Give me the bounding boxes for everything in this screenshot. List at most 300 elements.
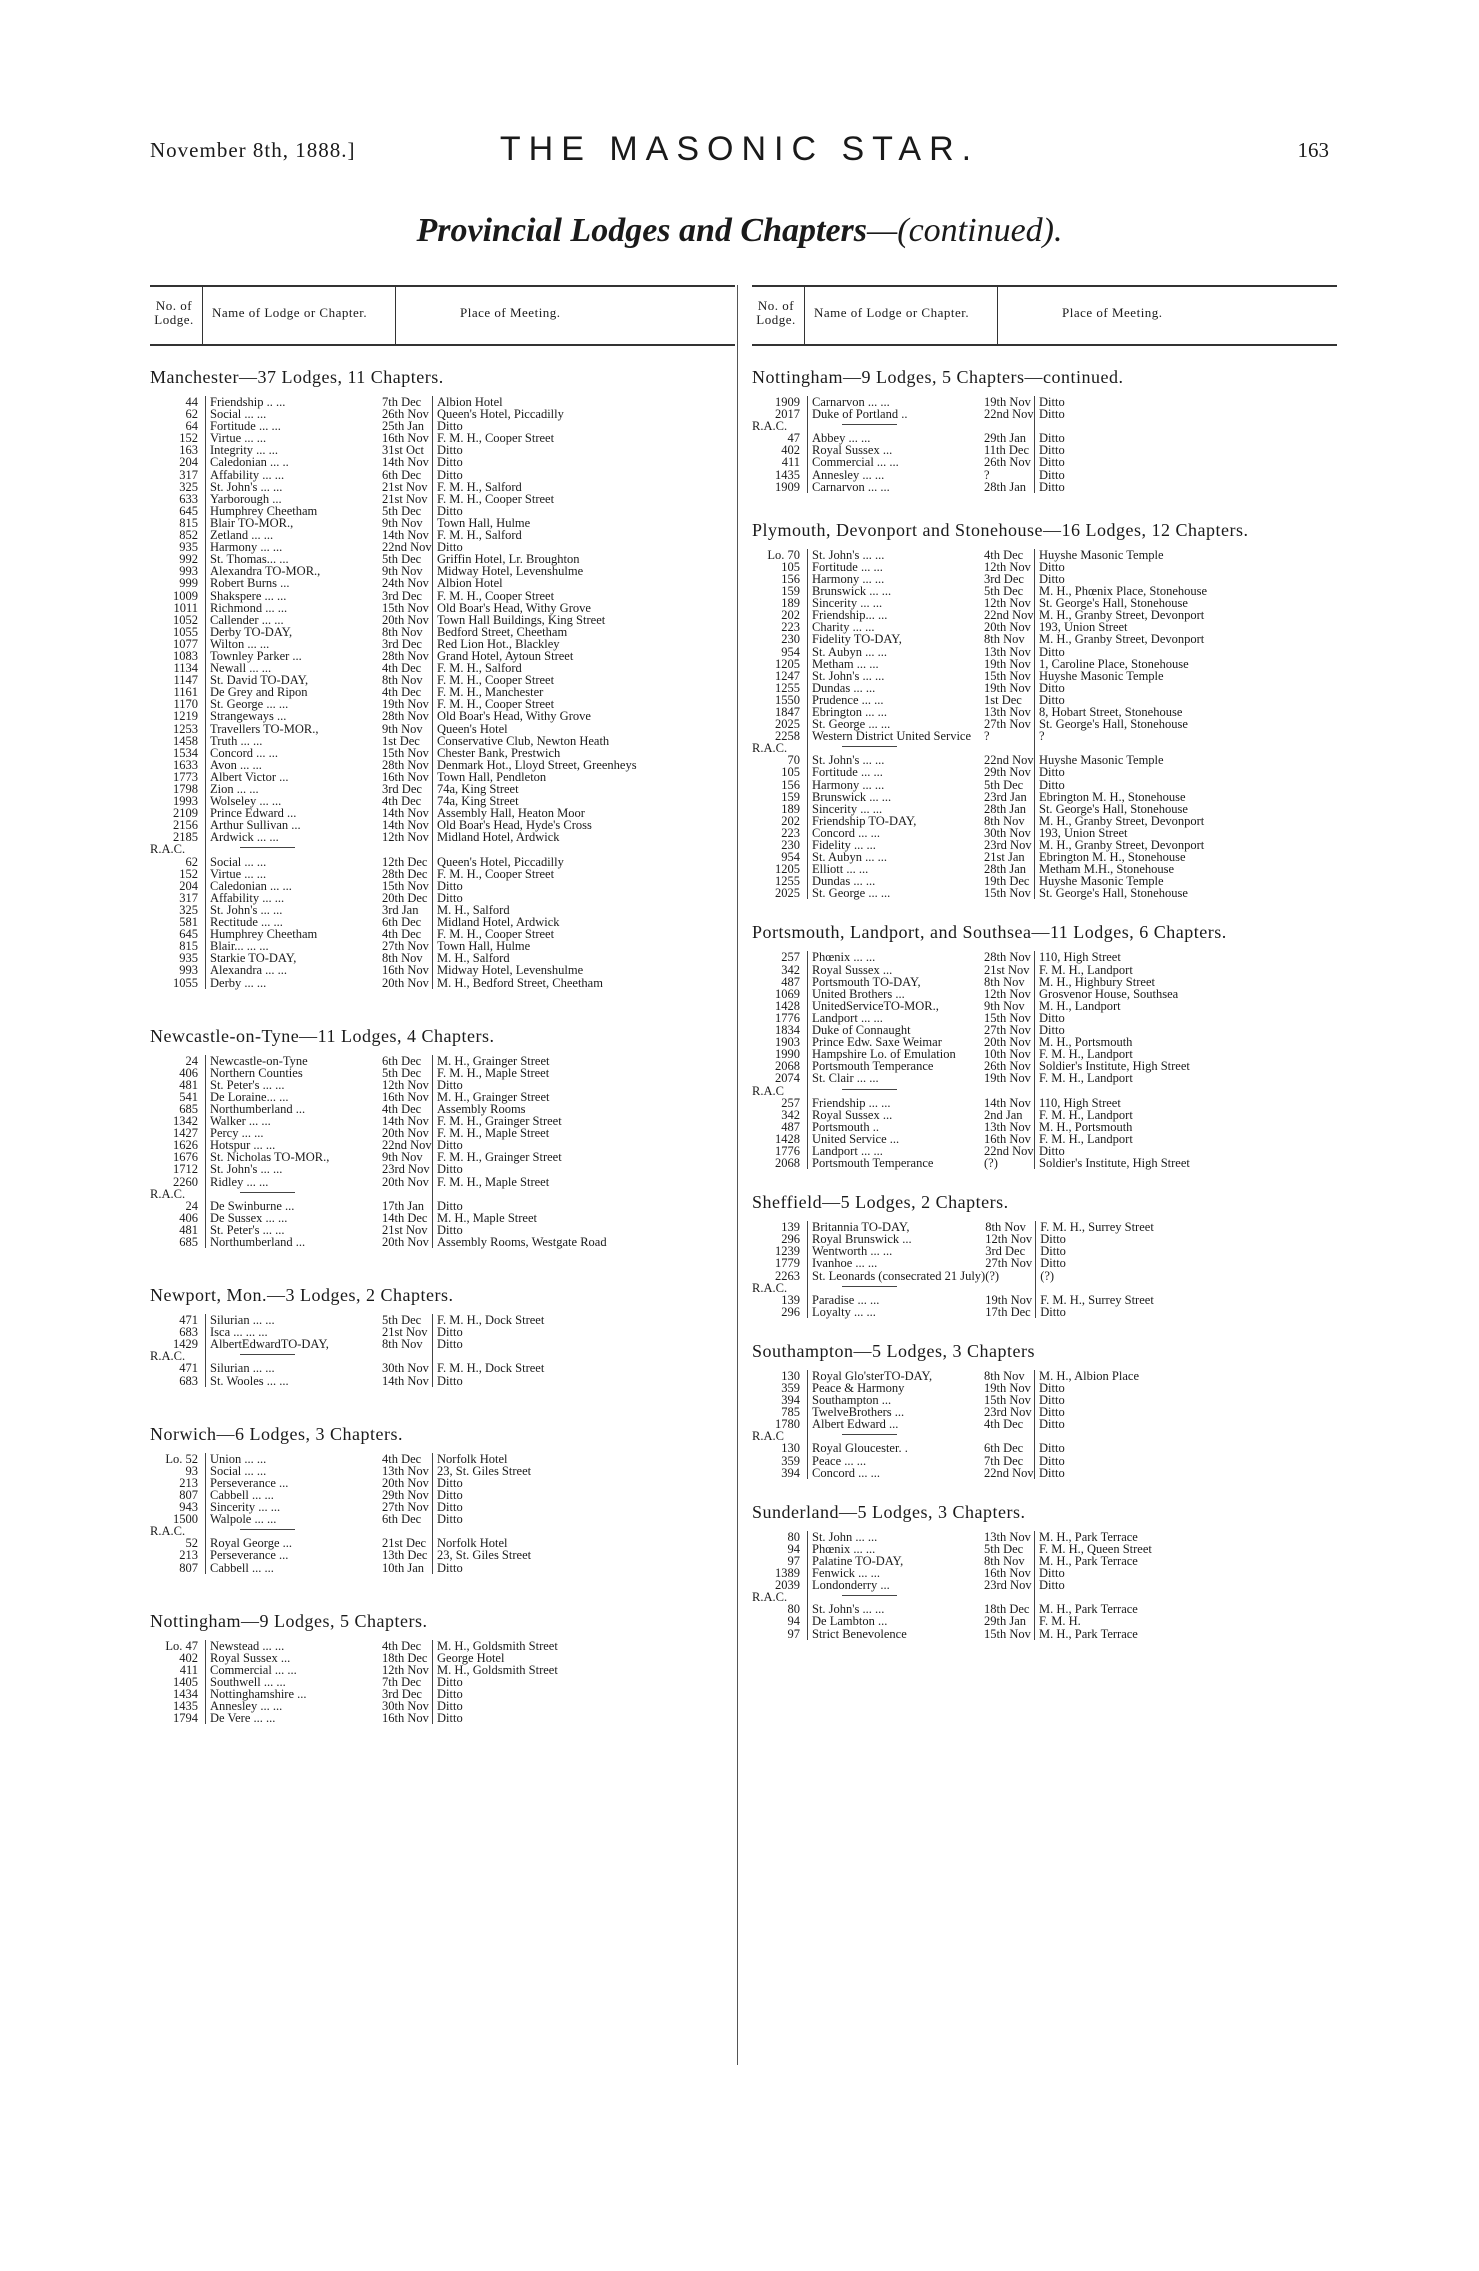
- lodge-name: Robert Burns ...: [206, 577, 383, 589]
- meeting-place: Ditto: [433, 892, 637, 904]
- meeting-date: 21st Nov: [984, 962, 1030, 977]
- lodge-number: 411: [179, 1662, 198, 1677]
- meeting-place: F. M. H., Dock Street: [433, 1362, 545, 1374]
- meeting-place: Ditto: [1035, 682, 1208, 694]
- lodge-row: [150, 1176, 607, 1188]
- lodge-table: [150, 396, 637, 989]
- lodge-name: Wilton ... ...: [206, 638, 383, 650]
- meeting-date: 26th Nov: [984, 1059, 1031, 1074]
- meeting-place: Grand Hotel, Aytoun Street: [433, 650, 637, 662]
- meeting-date: 3rd Dec: [382, 588, 422, 603]
- meeting-place: St. George's Hall, Stonehouse: [1035, 718, 1208, 730]
- province-section: [752, 1340, 1337, 1479]
- lodge-number: 685: [179, 1235, 198, 1249]
- lodge-number: 785: [781, 1405, 800, 1420]
- lodge-number: 807: [179, 1487, 198, 1502]
- lodge-row: [752, 887, 1207, 899]
- province-section: [150, 1610, 735, 1725]
- meeting-place: F. M. H., Landport: [1035, 1072, 1190, 1084]
- lodge-number: 1633: [173, 757, 198, 772]
- lodge-name: Londonderry ...: [808, 1579, 985, 1591]
- meeting-place: [433, 1188, 607, 1200]
- lodge-number: 815: [179, 939, 198, 954]
- meeting-place: Ditto: [1035, 1467, 1140, 1479]
- page-header: [150, 130, 1329, 170]
- lodge-number: 152: [179, 431, 198, 446]
- meeting-place: Ditto: [433, 541, 637, 553]
- lodge-table: [752, 1370, 1139, 1479]
- meeting-date: 3rd Jan: [382, 902, 419, 917]
- lodge-number: 683: [179, 1373, 198, 1388]
- lodge-name: Sincerity ... ...: [206, 1501, 383, 1513]
- lodge-number: 935: [179, 951, 198, 966]
- lodge-row: [150, 469, 637, 481]
- province-title: Newport, Mon.—3 Lodges, 2 Chapters.: [150, 1285, 454, 1306]
- meeting-place: F. M. H., Manchester: [433, 686, 637, 698]
- meeting-date: 4th Dec: [382, 1638, 422, 1653]
- meeting-place: F. M. H., Maple Street: [433, 1067, 607, 1079]
- meeting-place: Ditto: [1036, 1245, 1154, 1257]
- lodge-row: [150, 843, 637, 855]
- lodge-name: Brunswick ... ...: [808, 791, 985, 803]
- meeting-place: Ditto: [433, 1375, 545, 1387]
- lodge-name: UnitedServiceTO-MOR.,: [808, 1000, 985, 1012]
- lodge-number: 2156: [173, 818, 198, 833]
- meeting-place: Assembly Rooms: [433, 1103, 607, 1115]
- lodge-row: [150, 1513, 531, 1525]
- lodge-row: [752, 1406, 1139, 1418]
- province-title: Plymouth, Devonport and Stonehouse—16 Lodges, 12 Chapters.: [752, 519, 1249, 540]
- lodge-number: 1776: [775, 1143, 800, 1158]
- meeting-place: Queen's Hotel: [433, 723, 637, 735]
- lodge-row: [150, 1549, 531, 1561]
- lodge-number: 156: [781, 777, 800, 792]
- province-title: Southampton—5 Lodges, 3 Chapters: [752, 1340, 1035, 1361]
- lodge-name: De Vere ... ...: [206, 1712, 383, 1724]
- meeting-place: Ditto: [433, 1477, 532, 1489]
- lodge-row: [752, 481, 1065, 493]
- meeting-place: Ditto: [1035, 1394, 1140, 1406]
- lodge-row: [150, 1188, 607, 1200]
- meeting-date: 5th Dec: [382, 1313, 422, 1328]
- meeting-date: 27th Nov: [382, 1500, 429, 1515]
- lodge-name: Starkie TO-DAY,: [206, 952, 383, 964]
- lodge-number: 202: [781, 608, 800, 623]
- meeting-place: Ditto: [433, 1513, 532, 1525]
- lodge-row: [150, 590, 637, 602]
- meeting-date: 14th Dec: [382, 1210, 428, 1225]
- meeting-place: Huyshe Masonic Temple: [1035, 875, 1208, 887]
- lodge-row: [752, 1072, 1190, 1084]
- lodge-number: 70: [787, 753, 800, 768]
- lodge-row: [150, 1501, 531, 1513]
- lodge-number: 411: [781, 455, 800, 470]
- lodge-number: 1255: [775, 680, 800, 695]
- meeting-place: Soldier's Institute, High Street: [1035, 1157, 1190, 1169]
- lodge-name: Landport ... ...: [808, 1145, 985, 1157]
- meeting-place: Town Hall, Hulme: [433, 940, 637, 952]
- lodge-number: 993: [179, 963, 198, 978]
- meeting-date: ?: [984, 729, 990, 744]
- meeting-date: 29th Jan: [984, 1614, 1027, 1629]
- meeting-date: 28th Nov: [382, 709, 429, 724]
- meeting-place: M. H., Granby Street, Devonport: [1035, 633, 1208, 645]
- lodge-name: Albert Edward ...: [808, 1418, 985, 1430]
- lodge-name: Portsmouth ..: [808, 1121, 985, 1133]
- meeting-place: Ditto: [1035, 444, 1065, 456]
- lodge-name: Blair... ... ...: [206, 940, 383, 952]
- lodge-number: 645: [179, 503, 198, 518]
- lodge-number: 402: [781, 443, 800, 458]
- meeting-place: Old Boar's Head, Withy Grove: [433, 710, 637, 722]
- meeting-place: Ditto: [1035, 1406, 1140, 1418]
- lodge-number: 97: [787, 1553, 800, 1568]
- lodge-name: Perseverance ...: [206, 1549, 383, 1561]
- lodge-number: 1077: [173, 636, 198, 651]
- lodge-number: 1247: [775, 668, 800, 683]
- lodge-name: Annesley ... ...: [808, 469, 985, 481]
- lodge-name: Virtue ... ...: [206, 432, 383, 444]
- meeting-date: 7th Dec: [984, 1453, 1024, 1468]
- meeting-place: Town Hall, Hulme: [433, 517, 637, 529]
- meeting-place: F. M. H., Salford: [433, 481, 637, 493]
- meeting-date: 9th Nov: [382, 721, 423, 736]
- lodge-name: Walker ... ...: [206, 1115, 383, 1127]
- lodge-name: Southwell ... ...: [206, 1676, 383, 1688]
- lodge-row: [150, 1375, 544, 1387]
- meeting-place: Assembly Hall, Heaton Moor: [433, 807, 637, 819]
- meeting-date: 29th Nov: [984, 765, 1031, 780]
- meeting-date: 20th Dec: [382, 890, 428, 905]
- lodge-row: [752, 408, 1065, 420]
- meeting-date: 1st Dec: [382, 733, 420, 748]
- meeting-date: 4th Dec: [984, 1417, 1024, 1432]
- lodge-name: Social ... ...: [206, 1465, 383, 1477]
- lodge-number: 1069: [775, 986, 800, 1001]
- lodge-number: 202: [781, 813, 800, 828]
- lodge-number: 954: [781, 850, 800, 865]
- lodge-name: St. John's ... ...: [808, 670, 985, 682]
- lodge-number: 807: [179, 1560, 198, 1575]
- lodge-number: 1534: [173, 745, 198, 760]
- lodge-name: De Sussex ... ...: [206, 1212, 383, 1224]
- lodge-name: Northumberland ...: [206, 1236, 383, 1248]
- meeting-date: 12th Nov: [984, 559, 1031, 574]
- meeting-date: 5th Dec: [382, 503, 422, 518]
- lodge-number: 24: [185, 1198, 198, 1213]
- lodge-row: [150, 1163, 607, 1175]
- meeting-place: Midway Hotel, Levenshulme: [433, 964, 637, 976]
- meeting-place: M. H., Maple Street: [433, 1212, 607, 1224]
- province-section: [150, 366, 735, 989]
- lodge-number: 1255: [775, 874, 800, 889]
- lodge-number: 1147: [173, 673, 198, 688]
- lodge-number: 1909: [775, 395, 800, 409]
- meeting-place: F. M. H., Grainger Street: [433, 1151, 607, 1163]
- lodge-table: [752, 396, 1065, 493]
- meeting-place: Ditto: [433, 456, 637, 468]
- meeting-place: (?): [1036, 1270, 1154, 1282]
- meeting-date: 15th Nov: [382, 878, 429, 893]
- meeting-place: Ditto: [433, 1562, 532, 1574]
- meeting-date: 27th Nov: [985, 1256, 1033, 1271]
- meeting-place: M. H., Granby Street, Devonport: [1035, 815, 1208, 827]
- meeting-date: 17th Jan: [382, 1198, 425, 1213]
- meeting-date: 20th Nov: [382, 1126, 429, 1141]
- lodge-row: [752, 1157, 1190, 1169]
- meeting-date: 12th Nov: [984, 596, 1031, 611]
- lodge-name: Northern Counties: [206, 1067, 383, 1079]
- lodge-row: [752, 1467, 1139, 1479]
- lodge-name: Royal George ...: [206, 1537, 383, 1549]
- left-column: [150, 285, 735, 1724]
- meeting-place: F. M. H., Cooper Street: [433, 928, 637, 940]
- lodge-name: Affability ... ...: [206, 469, 383, 481]
- lodge-name: Phœnix ... ...: [808, 1543, 985, 1555]
- meeting-date: 28th Nov: [382, 648, 429, 663]
- lodge-name: Silurian ... ...: [206, 1362, 383, 1374]
- lodge-name: Friendship... ...: [808, 609, 985, 621]
- meeting-place: Soldier's Institute, High Street: [1035, 1060, 1190, 1072]
- lodge-name: Northumberland ...: [206, 1103, 383, 1115]
- meeting-date: 30th Nov: [382, 1699, 429, 1714]
- meeting-date: 26th Nov: [984, 455, 1031, 470]
- meeting-place: Ditto: [433, 1338, 545, 1350]
- lodge-row: [752, 779, 1207, 791]
- meeting-place: F. M. H., Landport: [1035, 964, 1190, 976]
- lodge-number: 152: [179, 866, 198, 881]
- lodge-name: St. Clair ... ...: [808, 1072, 985, 1084]
- lodge-number: 213: [179, 1548, 198, 1563]
- lodge-name: Brunswick ... ...: [808, 585, 985, 597]
- province-section: [752, 519, 1337, 900]
- lodge-name: Zetland ... ...: [206, 529, 383, 541]
- meeting-date: 7th Dec: [382, 1674, 422, 1689]
- lodge-number: 163: [179, 443, 198, 458]
- meeting-place: Bedford Street, Cheetham: [433, 626, 637, 638]
- meeting-place: 1, Caroline Place, Stonehouse: [1035, 658, 1208, 670]
- lodge-number: 1776: [775, 1010, 800, 1025]
- lodge-row: [752, 1628, 1152, 1640]
- meeting-date: 14th Nov: [382, 528, 429, 543]
- meeting-date: 8th Nov: [984, 1368, 1025, 1383]
- lodge-number: 1990: [775, 1047, 800, 1062]
- lodge-row: [752, 1097, 1190, 1109]
- meeting-place: Ditto: [1035, 1418, 1140, 1430]
- meeting-place: Ditto: [1035, 1012, 1190, 1024]
- lodge-row: [150, 1236, 607, 1248]
- meeting-place: Ditto: [433, 1489, 532, 1501]
- lodge-number: R.A.C.: [150, 1349, 186, 1364]
- lodge-number: 1712: [173, 1162, 198, 1177]
- lodge-row: [752, 791, 1207, 803]
- lodge-name: Yarborough ...: [206, 493, 383, 505]
- meeting-place: M. H., Landport: [1035, 1000, 1190, 1012]
- meeting-place: F. M. H., Cooper Street: [433, 868, 637, 880]
- meeting-place: F. M. H., Surrey Street: [1036, 1294, 1154, 1306]
- lodge-name: Shakspere ... ...: [206, 590, 383, 602]
- meeting-date: 14th Nov: [382, 1114, 429, 1129]
- lodge-number: 1909: [775, 479, 800, 494]
- meeting-date: 12th Nov: [382, 1077, 429, 1092]
- lodge-name: Affability ... ...: [206, 892, 383, 904]
- province-title: Portsmouth, Landport, and Southsea—11 Lodges, 6 Chapters.: [752, 922, 1227, 943]
- lodge-row: [752, 469, 1065, 481]
- lodge-number: 359: [781, 1381, 800, 1395]
- lodge-number: 943: [179, 1500, 198, 1515]
- lodge-name: Elliott ... ...: [808, 863, 985, 875]
- lodge-name: Albert Victor ...: [206, 771, 383, 783]
- lodge-row: [752, 658, 1207, 670]
- meeting-date: 21st Dec: [382, 1536, 427, 1551]
- lodge-number: 935: [179, 540, 198, 555]
- lodge-name: [206, 1188, 383, 1200]
- lodge-row: [752, 633, 1207, 645]
- lodge-table: [752, 951, 1190, 1169]
- meeting-place: M. H., Salford: [433, 904, 637, 916]
- lodge-row: [752, 1270, 1154, 1282]
- meeting-date: 28th Nov: [984, 950, 1031, 965]
- lodge-name: Union ... ...: [206, 1453, 383, 1465]
- lodge-table: [150, 1055, 607, 1249]
- meeting-place: Red Lion Hot., Blackley: [433, 638, 637, 650]
- lodge-name: Royal Brunswick ...: [808, 1233, 986, 1245]
- meeting-date: 28th Jan: [984, 801, 1027, 816]
- lodge-number: 471: [179, 1313, 198, 1328]
- meeting-place: Ditto: [1035, 573, 1208, 585]
- lodge-name: Portsmouth Temperance: [808, 1060, 985, 1072]
- lodge-row: [752, 1430, 1139, 1442]
- meeting-date: 21st Nov: [382, 1222, 428, 1237]
- meeting-date: 16th Nov: [382, 431, 429, 446]
- lodge-name: Britannia TO-DAY,: [808, 1221, 986, 1233]
- lodge-name: Paradise ... ...: [808, 1294, 986, 1306]
- lodge-number: 2025: [775, 886, 800, 901]
- meeting-date: 9th Nov: [382, 564, 423, 579]
- lodge-name: St. John's ... ...: [206, 481, 383, 493]
- lodge-number: 317: [179, 890, 198, 905]
- lodge-name: St. Thomas... ...: [206, 553, 383, 565]
- meeting-place: Ditto: [1035, 1567, 1152, 1579]
- meeting-place: Ditto: [1035, 1579, 1152, 1591]
- lodge-number: 1993: [173, 794, 198, 809]
- lodge-name: St. Nicholas TO-MOR.,: [206, 1151, 383, 1163]
- lodge-number: 992: [179, 552, 198, 567]
- lodge-table: [150, 1640, 558, 1725]
- meeting-date: 23rd Nov: [382, 1162, 430, 1177]
- lodge-number: Lo. 52: [165, 1451, 198, 1466]
- lodge-number: 1626: [173, 1138, 198, 1153]
- meeting-place: Ditto: [433, 1163, 607, 1175]
- lodge-number: 1834: [775, 1023, 800, 1038]
- meeting-date: 22nd Nov: [382, 1138, 432, 1153]
- meeting-place: Ditto: [433, 1700, 558, 1712]
- meeting-date: 4th Dec: [382, 661, 422, 676]
- meeting-date: 9th Nov: [382, 515, 423, 530]
- meeting-place: F. M. H., Landport: [1035, 1109, 1190, 1121]
- meeting-date: 16th Nov: [382, 1711, 429, 1726]
- meeting-date: 6th Dec: [382, 1512, 422, 1527]
- meeting-date: 10th Jan: [382, 1560, 425, 1575]
- meeting-place: M. H., Phœnix Place, Stonehouse: [1035, 585, 1208, 597]
- lodge-name: Cabbell ... ...: [206, 1562, 383, 1574]
- lodge-row: [752, 1370, 1139, 1382]
- lodge-number: 156: [781, 571, 800, 586]
- lodge-row: [752, 1109, 1190, 1121]
- meeting-date: 13th Nov: [382, 1463, 429, 1478]
- lodge-row: [752, 803, 1207, 815]
- header-lodge-no: No. of Lodge.: [154, 298, 194, 327]
- lodge-row: [752, 1418, 1139, 1430]
- lodge-name: Percy ... ...: [206, 1127, 383, 1139]
- lodge-name: Social ... ...: [206, 856, 383, 868]
- header-lodge-name: Name of Lodge or Chapter.: [814, 305, 970, 320]
- lodge-number: 105: [781, 559, 800, 574]
- lodge-name: AlbertEdwardTO-DAY,: [206, 1338, 383, 1350]
- lodge-name: Derby TO-DAY,: [206, 626, 383, 638]
- lodge-name: St. George ... ...: [808, 718, 985, 730]
- meeting-date: 6th Dec: [382, 915, 422, 930]
- meeting-date: 5th Dec: [382, 1065, 422, 1080]
- meeting-place: 23, St. Giles Street: [433, 1549, 532, 1561]
- lodge-row: [150, 1562, 531, 1574]
- lodge-name: Sincerity ... ...: [808, 597, 985, 609]
- meeting-date: 15th Nov: [984, 1010, 1031, 1025]
- lodge-number: 993: [179, 564, 198, 579]
- meeting-date: 21st Nov: [382, 479, 428, 494]
- lodge-row: [150, 735, 637, 747]
- lodge-row: [752, 1382, 1139, 1394]
- lodge-number: 359: [781, 1453, 800, 1468]
- left-column-header: [150, 285, 735, 346]
- meeting-place: Ditto: [433, 880, 637, 892]
- lodge-number: 406: [179, 1210, 198, 1225]
- meeting-date: 19th Nov: [985, 1292, 1033, 1307]
- lodge-name: Walpole ... ...: [206, 1513, 383, 1525]
- meeting-date: 22nd Nov: [382, 540, 432, 555]
- meeting-date: 13th Dec: [382, 1548, 428, 1563]
- meeting-place: M. H., Highbury Street: [1035, 976, 1190, 988]
- lodge-number: 317: [179, 467, 198, 482]
- meeting-place: Norfolk Hotel: [433, 1453, 532, 1465]
- header-place: Place of Meeting.: [1062, 305, 1163, 320]
- lodge-name: Arthur Sullivan ...: [206, 819, 383, 831]
- lodge-table: [150, 1453, 531, 1574]
- meeting-date: 15th Nov: [984, 886, 1031, 901]
- lodge-number: 1239: [775, 1244, 800, 1259]
- lodge-name: Prince Edward ...: [206, 807, 383, 819]
- meeting-date: 16th Nov: [382, 1089, 429, 1104]
- meeting-date: 4th Dec: [382, 1451, 422, 1466]
- lodge-row: [752, 766, 1207, 778]
- lodge-number: 130: [781, 1441, 800, 1456]
- lodge-number: 1427: [173, 1126, 198, 1141]
- lodge-number: 1435: [173, 1699, 198, 1714]
- meeting-place: Ditto: [433, 1676, 558, 1688]
- lodge-name: Prince Edw. Saxe Weimar: [808, 1036, 985, 1048]
- lodge-number: 213: [179, 1475, 198, 1490]
- lodge-number: 1205: [775, 862, 800, 877]
- lodge-name: Callender ... ...: [206, 614, 383, 626]
- province-section: [752, 366, 1337, 493]
- lodge-name: St. Leonards (consecrated 21 July): [808, 1270, 986, 1282]
- meeting-place: F. M. H., Grainger Street: [433, 1115, 607, 1127]
- lodge-name: Fortitude ... ...: [206, 420, 383, 432]
- meeting-place: 23, St. Giles Street: [433, 1465, 532, 1477]
- lodge-row: [150, 577, 637, 589]
- meeting-date: 3rd Dec: [382, 782, 422, 796]
- meeting-place: [1036, 1282, 1154, 1294]
